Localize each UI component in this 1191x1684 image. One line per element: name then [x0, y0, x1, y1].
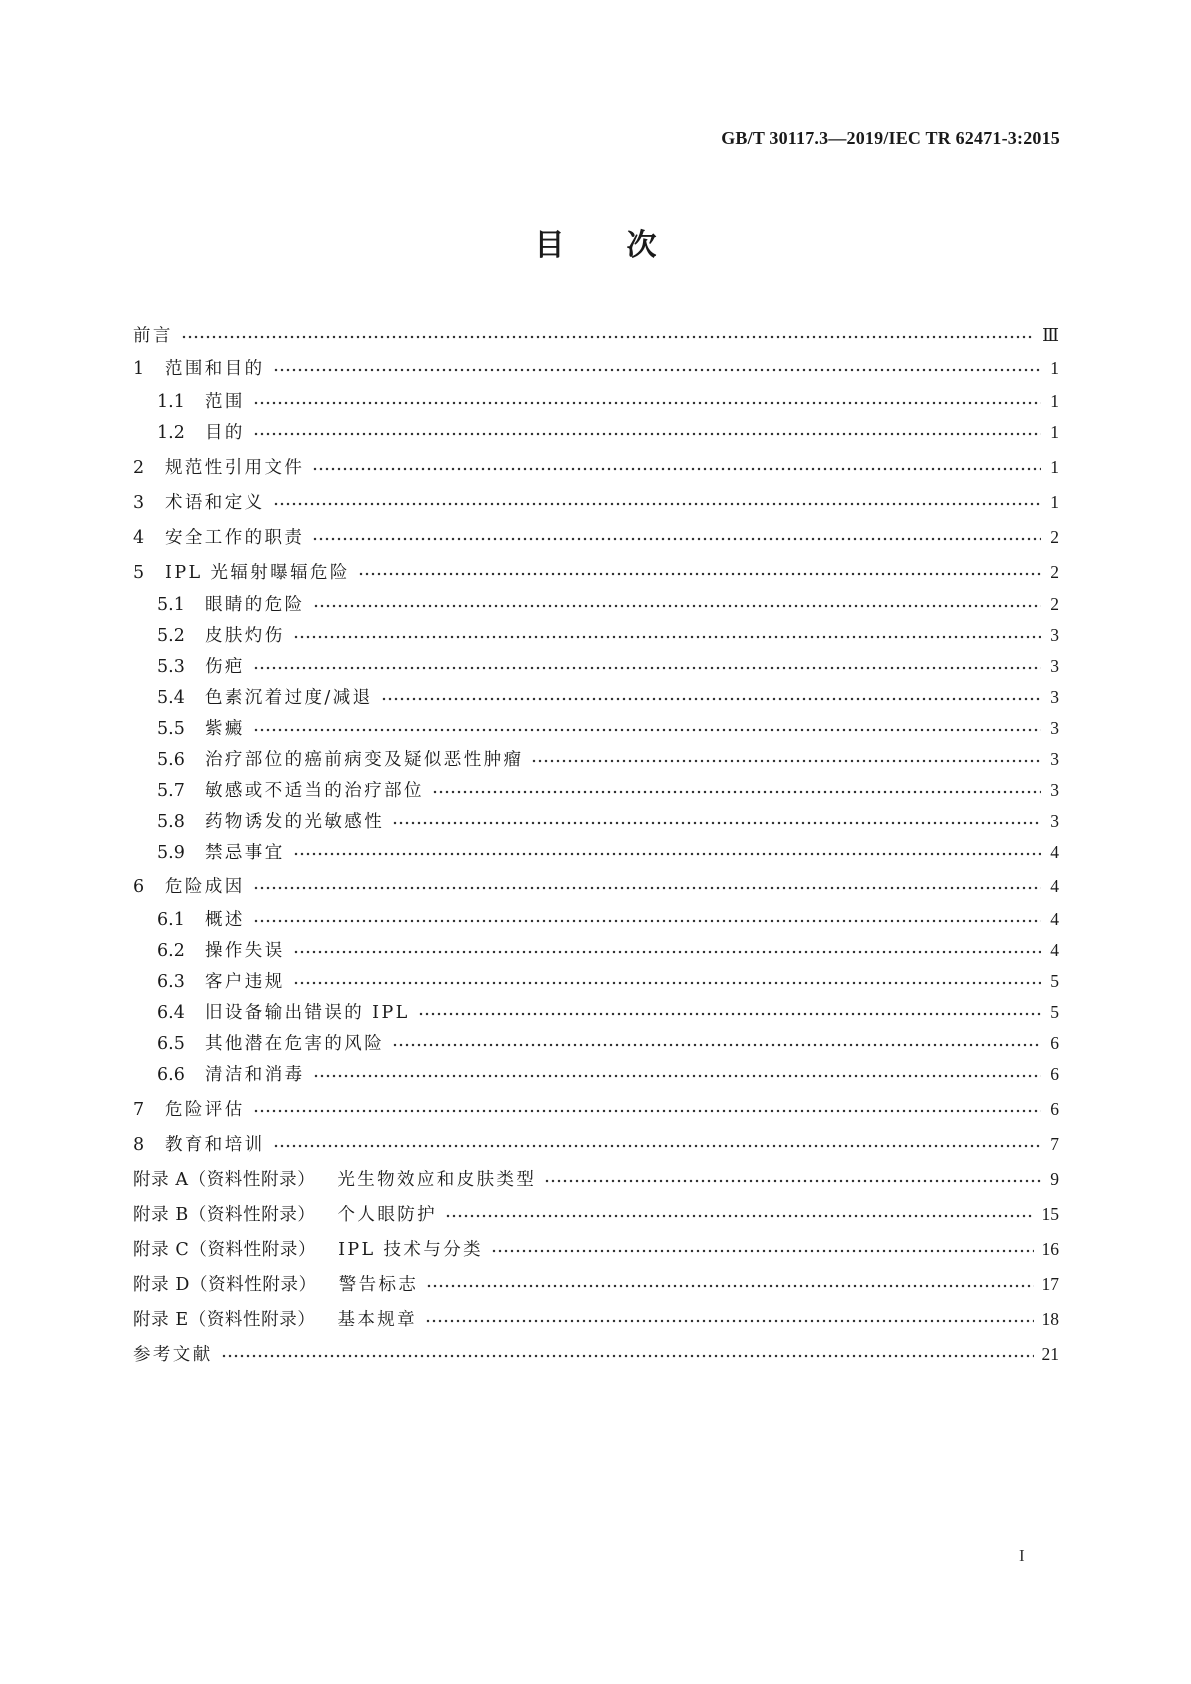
- toc-entry-title: 目的: [205, 423, 245, 443]
- toc-entry-6-5[interactable]: [133, 1033, 1059, 1053]
- toc-entry-6-3[interactable]: [133, 971, 1059, 991]
- toc-entry-5-4[interactable]: [133, 687, 1059, 707]
- toc-leader: [445, 1214, 1033, 1218]
- toc-leader: [253, 401, 1041, 405]
- toc-leader: [544, 1179, 1041, 1183]
- toc-entry-page: 4: [1050, 909, 1059, 929]
- toc-entry-title: 前言: [133, 326, 173, 346]
- toc-entry-annex-a[interactable]: [133, 1169, 1059, 1189]
- toc-entry-number: 6.1: [157, 910, 185, 930]
- toc-entry-number: 6.4: [157, 1003, 185, 1023]
- toc-entry-5-3[interactable]: [133, 656, 1059, 676]
- toc-entry-6-1[interactable]: [133, 909, 1059, 929]
- toc-entry-5-7[interactable]: [133, 780, 1059, 800]
- toc-entry-number: 8: [133, 1135, 145, 1155]
- toc-entry-page: 3: [1050, 625, 1059, 645]
- toc-entry-1[interactable]: [133, 358, 1059, 378]
- toc-entry-page: 6: [1050, 1099, 1059, 1119]
- toc-leader: [293, 852, 1041, 856]
- toc-entry-number: 2: [133, 458, 145, 478]
- toc-entry-number: 5.1: [157, 595, 185, 615]
- toc-entry-page: 1: [1050, 492, 1059, 512]
- toc-leader: [381, 697, 1042, 701]
- toc-leader: [432, 790, 1041, 794]
- toc-entry-page: 1: [1050, 391, 1059, 411]
- toc-entry-page: 2: [1050, 527, 1059, 547]
- toc-entry-5-6[interactable]: [133, 749, 1059, 769]
- toc-entry-title: 治疗部位的癌前病变及疑似恶性肿瘤: [205, 750, 524, 770]
- toc-entry-page: 21: [1041, 1344, 1059, 1364]
- toc-leader: [313, 1074, 1042, 1078]
- toc-entry-title: 术语和定义: [165, 493, 265, 513]
- toc-entry-page: 1: [1050, 358, 1059, 378]
- standard-code: GB/T 30117.3—2019/IEC TR 62471-3:2015: [721, 128, 1060, 148]
- toc-entry-annex-e[interactable]: [133, 1309, 1059, 1329]
- toc-leader: [273, 368, 1042, 372]
- toc-entry-number: 5.7: [157, 781, 185, 801]
- toc-entry-title: 危险评估: [165, 1100, 245, 1120]
- toc-leader: [253, 432, 1041, 436]
- toc-leader: [293, 950, 1041, 954]
- toc-entry-page: 1: [1050, 457, 1059, 477]
- toc-entry-title: 伤疤: [205, 657, 245, 677]
- toc-leader: [313, 604, 1042, 608]
- toc-entry-number: 3: [133, 493, 145, 513]
- toc-entry-page: Ⅲ: [1042, 325, 1059, 345]
- toc-leader: [253, 1109, 1041, 1113]
- toc-entry-title: 眼睛的危险: [205, 595, 305, 615]
- toc-entry-number: 6.5: [157, 1034, 185, 1054]
- toc-entry-title: 规范性引用文件: [165, 458, 305, 478]
- toc-entry-number: 5.2: [157, 626, 185, 646]
- toc-entry-number: 7: [133, 1100, 145, 1120]
- toc-entry-page: 16: [1041, 1239, 1059, 1259]
- toc-entry-title: 光生物效应和皮肤类型: [337, 1170, 537, 1190]
- toc-entry-2[interactable]: [133, 457, 1059, 477]
- toc-entry-annex-b[interactable]: [133, 1204, 1059, 1224]
- toc-entry-title: 旧设备输出错误的 IPL: [205, 1003, 410, 1023]
- toc-entry-4[interactable]: [133, 527, 1059, 547]
- toc-entry-title: 禁忌事宜: [205, 843, 285, 863]
- toc-entry-title: 药物诱发的光敏感性: [205, 812, 385, 832]
- toc-entry-1-2[interactable]: [133, 422, 1059, 442]
- toc-entry-page: 4: [1050, 842, 1059, 862]
- toc-entry-bibliography[interactable]: [133, 1344, 1059, 1364]
- toc-entry-number: 6.2: [157, 941, 185, 961]
- toc-entry-number: 附录 C（资料性附录）: [133, 1240, 317, 1260]
- toc-entry-title: 危险成因: [165, 877, 245, 897]
- toc-entry-5-2[interactable]: [133, 625, 1059, 645]
- toc-entry-page: 7: [1050, 1134, 1059, 1154]
- toc-entry-number: 4: [133, 528, 145, 548]
- toc-leader: [293, 635, 1041, 639]
- toc-entry-number: 5.5: [157, 719, 185, 739]
- toc-entry-page: 5: [1050, 1002, 1059, 1022]
- toc-leader: [418, 1012, 1041, 1016]
- toc-entry-number: 5.8: [157, 812, 185, 832]
- toc-entry-title: 参考文献: [133, 1345, 213, 1365]
- toc-entry-page: 3: [1050, 656, 1059, 676]
- toc-leader: [253, 886, 1041, 890]
- toc-leader: [358, 572, 1041, 576]
- toc-entry-title: 操作失误: [205, 941, 285, 961]
- toc-entry-annex-c[interactable]: [133, 1239, 1059, 1259]
- toc-entry-page: 15: [1041, 1204, 1059, 1224]
- toc-entry-6-6[interactable]: [133, 1064, 1059, 1084]
- toc-entry-number: 6: [133, 877, 145, 897]
- toc-entry-number: 5.4: [157, 688, 185, 708]
- toc-entry-page: 3: [1050, 718, 1059, 738]
- toc-leader: [253, 666, 1041, 670]
- toc-entry-title: 皮肤灼伤: [205, 626, 285, 646]
- toc-entry-5-9[interactable]: [133, 842, 1059, 862]
- toc-entry-page: 2: [1050, 562, 1059, 582]
- toc-entry-title: 清洁和消毒: [205, 1065, 305, 1085]
- toc-entry-page: 5: [1050, 971, 1059, 991]
- page-number: I: [1019, 1546, 1025, 1565]
- toc-leader: [293, 981, 1041, 985]
- toc-entry-page: 18: [1041, 1309, 1059, 1329]
- toc-entry-page: 4: [1050, 876, 1059, 896]
- toc-leader: [273, 1144, 1042, 1148]
- toc-entry-page: 9: [1050, 1169, 1059, 1189]
- toc-entry-page: 1: [1050, 422, 1059, 442]
- toc-entry-title: 紫癜: [205, 719, 245, 739]
- toc-leader: [531, 759, 1041, 763]
- toc-leader: [425, 1319, 1033, 1323]
- toc-entry-title: 客户违规: [205, 972, 285, 992]
- toc-entry-title: IPL 光辐射曝辐危险: [165, 563, 350, 583]
- toc-entry-title: 概述: [205, 910, 245, 930]
- toc-leader: [426, 1284, 1033, 1288]
- toc-entry-page: 2: [1050, 594, 1059, 614]
- toc-entry-page: 6: [1050, 1064, 1059, 1084]
- page-title-char-2: 次: [626, 228, 657, 263]
- toc-entry-title: 警告标志: [338, 1275, 419, 1295]
- toc-leader: [312, 467, 1041, 471]
- toc-entry-5-5[interactable]: [133, 718, 1059, 738]
- toc-entry-title: 范围和目的: [165, 359, 265, 379]
- toc-leader: [221, 1354, 1034, 1358]
- toc-entry-page: 3: [1050, 749, 1059, 769]
- toc-entry-5[interactable]: [133, 562, 1059, 582]
- toc-entry-number: 6.3: [157, 972, 185, 992]
- toc-entry-number: 附录 A（资料性附录）: [133, 1170, 316, 1190]
- toc-entry-6-4[interactable]: [133, 1002, 1059, 1022]
- toc-entry-number: 附录 B（资料性附录）: [133, 1205, 316, 1225]
- toc-entry-8[interactable]: [133, 1134, 1059, 1154]
- table-of-contents: [133, 325, 1059, 1364]
- toc-leader: [392, 821, 1041, 825]
- toc-entry-page: 6: [1050, 1033, 1059, 1053]
- toc-entry-number: 5.9: [157, 843, 185, 863]
- toc-entry-number: 附录 E（资料性附录）: [133, 1310, 316, 1330]
- toc-entry-title: 敏感或不适当的治疗部位: [205, 781, 424, 801]
- toc-entry-number: 5: [133, 563, 145, 583]
- toc-entry-5-8[interactable]: [133, 811, 1059, 831]
- toc-entry-6-2[interactable]: [133, 940, 1059, 960]
- toc-entry-page: 4: [1050, 940, 1059, 960]
- toc-leader: [273, 502, 1042, 506]
- toc-entry-number: 5.3: [157, 657, 185, 677]
- toc-entry-page: 17: [1041, 1274, 1059, 1294]
- toc-entry-annex-d[interactable]: [133, 1274, 1059, 1294]
- toc-entry-number: 附录 D（资料性附录）: [133, 1275, 317, 1295]
- toc-entry-number: 6.6: [157, 1065, 185, 1085]
- toc-entry-number: 5.6: [157, 750, 185, 770]
- toc-entry-title: 个人眼防护: [337, 1205, 438, 1225]
- toc-leader: [392, 1043, 1041, 1047]
- toc-entry-7[interactable]: [133, 1099, 1059, 1119]
- toc-entry-title: 色素沉着过度/减退: [205, 688, 373, 708]
- toc-entry-6[interactable]: [133, 876, 1059, 896]
- toc-entry-foreword[interactable]: [133, 325, 1059, 345]
- toc-entry-5-1[interactable]: [133, 594, 1059, 614]
- page-title: [0, 228, 1191, 264]
- toc-entry-3[interactable]: [133, 492, 1059, 512]
- toc-entry-title: 安全工作的职责: [165, 528, 305, 548]
- toc-entry-page: 3: [1050, 811, 1059, 831]
- toc-leader: [253, 919, 1041, 923]
- toc-leader: [491, 1249, 1033, 1253]
- toc-entry-number: 1.1: [157, 392, 185, 412]
- toc-leader: [181, 335, 1034, 339]
- toc-entry-page: 3: [1050, 687, 1059, 707]
- toc-leader: [253, 728, 1041, 732]
- toc-entry-title: 范围: [205, 392, 245, 412]
- toc-entry-1-1[interactable]: [133, 391, 1059, 411]
- toc-entry-title: 其他潜在危害的风险: [205, 1034, 385, 1054]
- toc-entry-title: IPL 技术与分类: [338, 1240, 484, 1260]
- toc-entry-page: 3: [1050, 780, 1059, 800]
- page-title-char-1: 目: [534, 228, 565, 263]
- toc-leader: [312, 537, 1041, 541]
- toc-entry-number: 1: [133, 359, 145, 379]
- toc-entry-title: 教育和培训: [165, 1135, 265, 1155]
- toc-entry-title: 基本规章: [337, 1310, 418, 1330]
- toc-entry-number: 1.2: [157, 423, 185, 443]
